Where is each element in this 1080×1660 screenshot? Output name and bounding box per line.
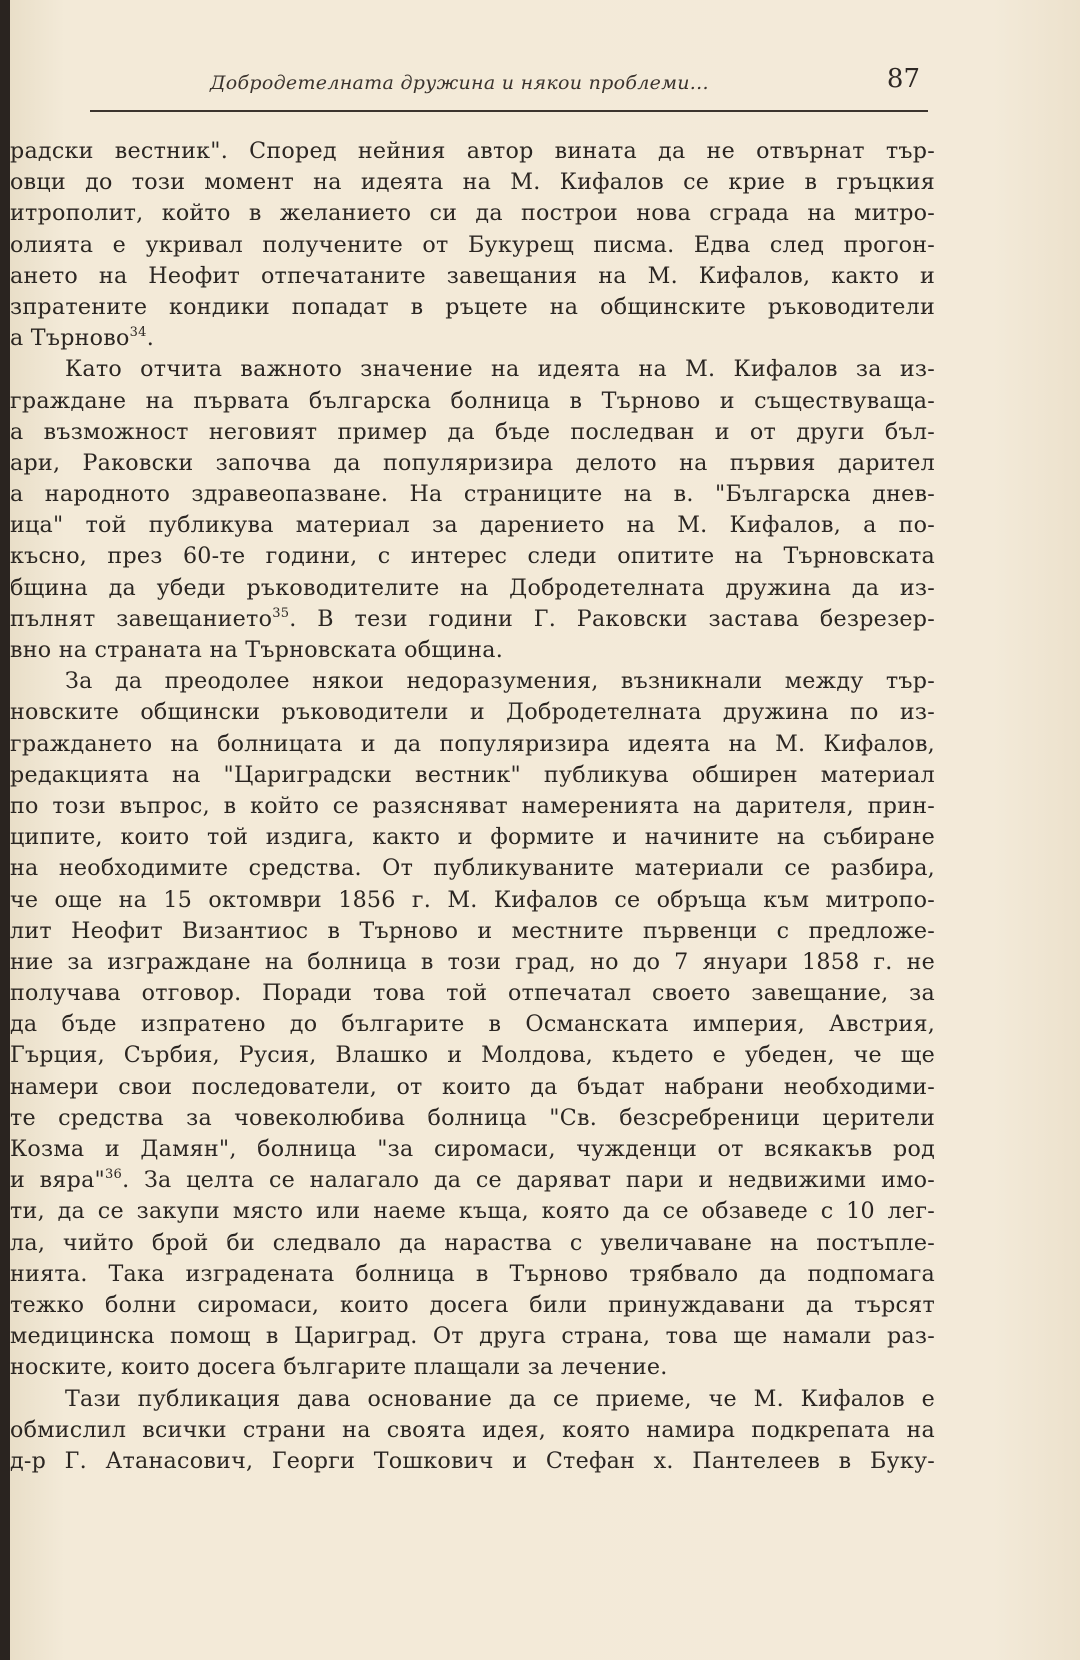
text-line: а народното здравеопазване. На страниците на в. "Българска днев- bbox=[10, 481, 935, 508]
text-fragment: а Търново bbox=[10, 325, 130, 352]
text-line: ането на Неофит отпечатаните завещания на М. Кифалов, както и bbox=[10, 262, 935, 289]
text-line: Като отчита важното значение на идеята на М. Кифалов за из- bbox=[65, 356, 935, 383]
text-line: нията. Така изградената болница в Търново трябвало да подпомага bbox=[10, 1260, 935, 1287]
text-line: ние за изграждане на болница в този град, но до 7 януари 1858 г. не bbox=[10, 948, 935, 975]
footnote-ref-36[interactable]: 36 bbox=[105, 1167, 123, 1183]
text-line: бщина да убеди ръководителите на Добродетелната дружина да из- bbox=[10, 574, 935, 601]
text-line: да бъде изпратено до българите в Османската империя, Австрия, bbox=[10, 1011, 935, 1038]
text-fragment: пълнят завещанието bbox=[10, 605, 273, 632]
page-number: 87 bbox=[886, 64, 920, 94]
running-head: Добродетелната дружина и някои проблеми... bbox=[210, 72, 709, 94]
text-line: Козма и Дамян", болница "за сиромаси, чужденци от всякакъв род bbox=[10, 1136, 935, 1162]
text-line: ла, чийто брой би следвало да нараства с увеличаване на постъпле- bbox=[10, 1229, 935, 1256]
text-line: олията е укривал получените от Букурещ писма. Едва след прогон- bbox=[10, 231, 935, 258]
text-line bbox=[10, 604, 935, 635]
page-header bbox=[90, 58, 928, 112]
text-line: новските общински ръководители и Добродетелната дружина по из- bbox=[10, 699, 935, 726]
text-line: ари, Раковски започва да популяризира делото на първия дарител bbox=[10, 449, 935, 476]
text-fragment: . bbox=[146, 325, 155, 352]
page-binding-edge bbox=[0, 0, 10, 1660]
text-line: граждане на първата българска болница в Търново и съществуваща- bbox=[10, 387, 935, 414]
text-line: ица" той публикува материал за дарението на М. Кифалов, а по- bbox=[10, 512, 935, 539]
paragraph-2 bbox=[10, 354, 935, 666]
paragraph-3 bbox=[10, 666, 935, 1383]
text-line: граждането на болницата и да популяризира идеята на М. Кифалов, bbox=[10, 730, 935, 757]
text-line: намери свои последователи, от които да бъдат набрани необходими- bbox=[10, 1073, 935, 1100]
text-line: а възможност неговият пример да бъде последван и от други бъл- bbox=[10, 418, 935, 445]
text-line: обмислил всички страни на своята идея, която намира подкрепата на bbox=[10, 1416, 935, 1443]
text-line: ти, да се закупи място или наеме къща, която да се обзаведе с 10 лег- bbox=[10, 1198, 935, 1225]
text-line: носките, които досега българите плащали за лечение. bbox=[10, 1354, 668, 1381]
text-line: по този въпрос, в който се разясняват намеренията на дарителя, прин- bbox=[10, 792, 935, 819]
footnote-ref-35[interactable]: 35 bbox=[272, 605, 290, 621]
text-line: итрополит, който в желанието си да построи нова сграда на митро- bbox=[10, 200, 935, 227]
text-line: медицинска помощ в Цариград. От друга страна, това ще намали раз- bbox=[10, 1323, 935, 1350]
text-line: получава отговор. Поради това той отпечатал своето завещание, за bbox=[10, 980, 935, 1007]
text-fragment: . В тези години Г. Раковски застава безрезер- bbox=[289, 605, 935, 632]
paragraph-1 bbox=[10, 136, 935, 354]
text-fragment: и вяра" bbox=[10, 1167, 106, 1194]
paragraph-4 bbox=[10, 1384, 935, 1478]
text-line: тежко болни сиромаси, които досега били принуждавани да търсят bbox=[10, 1291, 935, 1318]
text-line: зпратените кондики попадат в ръцете на общинските ръководители bbox=[10, 293, 935, 320]
text-line: овци до този момент на идеята на М. Кифалов се крие в гръцкия bbox=[10, 169, 935, 196]
text-line: те средства за човеколюбива болница "Св. безсребреници церители bbox=[10, 1104, 935, 1131]
text-line: д-р Г. Атанасович, Георги Тошкович и Стефан х. Пантелеев в Буку- bbox=[10, 1447, 935, 1474]
text-line: За да преодолее някои недоразумения, възникнали между тър- bbox=[65, 668, 935, 695]
text-fragment: . За целта се налагало да се даряват пари и недвижими имо- bbox=[122, 1167, 935, 1194]
text-line: лит Неофит Византиос в Търново и местните първенци с предложе- bbox=[10, 917, 935, 944]
text-line: късно, през 60-те години, с интерес следи опитите на Търновската bbox=[10, 543, 935, 570]
text-line: вно на страната на Търновската община. bbox=[10, 637, 504, 663]
text-line: Гърция, Сърбия, Русия, Влашко и Молдова, където е убеден, че ще bbox=[10, 1042, 935, 1069]
body-text bbox=[10, 136, 935, 1477]
text-line: ципите, които той издига, както и формите и начините на събиране bbox=[10, 824, 935, 851]
text-line bbox=[10, 1165, 935, 1196]
text-line bbox=[10, 323, 935, 354]
text-line: радски вестник". Според нейния автор вината да не отвърнат тър- bbox=[10, 138, 935, 164]
text-line: редакцията на "Цариградски вестник" публикува обширен материал bbox=[10, 761, 935, 788]
text-line: на необходимите средства. От публикуваните материали се разбира, bbox=[10, 855, 935, 882]
text-line: че още на 15 октомври 1856 г. М. Кифалов се обръща към митропо- bbox=[10, 886, 935, 913]
text-line: Тази публикация дава основание да се приеме, че М. Кифалов е bbox=[65, 1385, 935, 1412]
footnote-ref-34[interactable]: 34 bbox=[129, 325, 147, 341]
